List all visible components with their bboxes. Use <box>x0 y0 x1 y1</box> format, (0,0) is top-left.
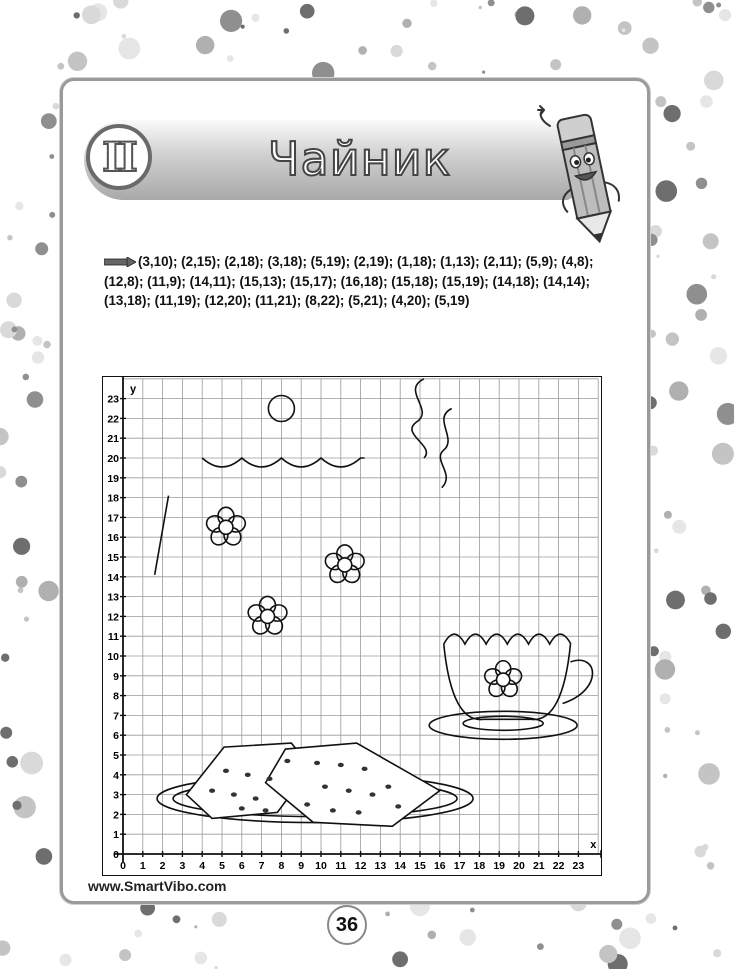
y-tick-label: 23 <box>107 393 119 406</box>
y-tick-label: 11 <box>107 631 119 644</box>
y-tick-label: 2 <box>113 809 119 822</box>
x-tick-label: 16 <box>433 860 446 872</box>
x-tick-label: 2 <box>159 860 166 872</box>
y-tick-label: 14 <box>107 571 119 584</box>
x-tick-label: 5 <box>219 860 225 872</box>
x-tick-label: 17 <box>453 860 466 872</box>
x-tick-label: 11 <box>335 860 347 872</box>
y-tick-label: 3 <box>113 789 119 802</box>
section-badge <box>86 124 152 190</box>
y-tick-label: 7 <box>113 710 119 723</box>
website-url: www.SmartVibo.com <box>88 878 227 894</box>
y-axis-label: y <box>130 383 137 396</box>
x-tick-label: 13 <box>374 860 387 872</box>
x-tick-label: 6 <box>238 860 245 872</box>
y-tick-label: 21 <box>107 433 119 446</box>
y-tick-label: 15 <box>107 552 119 564</box>
x-tick-label: 15 <box>414 860 426 872</box>
x-tick-label: 19 <box>493 860 506 872</box>
x-tick-label: 23 <box>572 860 585 872</box>
x-tick-label: 0 <box>120 860 126 872</box>
y-tick-label: 1 <box>113 829 119 842</box>
y-tick-label: 19 <box>107 472 119 485</box>
y-tick-label: 9 <box>113 670 119 683</box>
y-tick-label: 6 <box>113 730 119 743</box>
x-tick-label: 18 <box>473 860 486 872</box>
y-tick-label: 17 <box>107 512 119 525</box>
x-tick-label: 4 <box>199 860 206 872</box>
y-tick-label: 12 <box>107 611 119 624</box>
x-tick-label: 9 <box>298 860 305 872</box>
y-tick-label: 13 <box>107 591 119 604</box>
x-tick-label: 12 <box>354 860 367 872</box>
coordinate-instructions <box>104 252 616 311</box>
y-tick-label: 10 <box>107 651 119 663</box>
x-tick-label: 7 <box>258 860 265 872</box>
y-tick-label: 0 <box>113 849 119 861</box>
x-tick-label: 3 <box>179 860 186 872</box>
y-tick-label: 16 <box>107 532 119 545</box>
x-axis-label: x <box>590 839 597 851</box>
x-tick-label: 14 <box>394 860 407 872</box>
coordinate-grid <box>102 376 602 876</box>
pencil-mascot-icon <box>530 98 630 248</box>
y-tick-label: 4 <box>113 769 119 782</box>
arrow-right-icon <box>104 257 136 267</box>
page-title: Чайник <box>268 132 452 186</box>
x-tick-label: 22 <box>552 860 565 872</box>
y-tick-label: 18 <box>107 492 119 505</box>
page-number: 36 <box>327 905 367 945</box>
y-tick-label: 5 <box>113 750 119 762</box>
y-tick-label: 20 <box>107 453 119 465</box>
x-tick-label: 21 <box>532 860 545 872</box>
y-tick-label: 8 <box>113 690 119 703</box>
section-numeral: II <box>102 133 136 181</box>
x-tick-label: 20 <box>513 860 525 872</box>
x-tick-label: 8 <box>278 860 285 872</box>
x-tick-label: 10 <box>315 860 327 872</box>
y-tick-label: 22 <box>107 413 119 426</box>
coordinate-list: (3,10); (2,15); (2,18); (3,18); (5,19); (2,19); (1,18); (1,13); (2,11); (5,9); (4,8); (12,8); (11,9); (14,11); (15,13); (15,17); (16,18); (15,18); (15,19); (14,18); (14,14); (13,18); (11,19); (12,20); (11,21); (8,22); (5,21); (4,20); (5,19) <box>104 254 594 309</box>
x-tick-label: 1 <box>139 860 146 872</box>
